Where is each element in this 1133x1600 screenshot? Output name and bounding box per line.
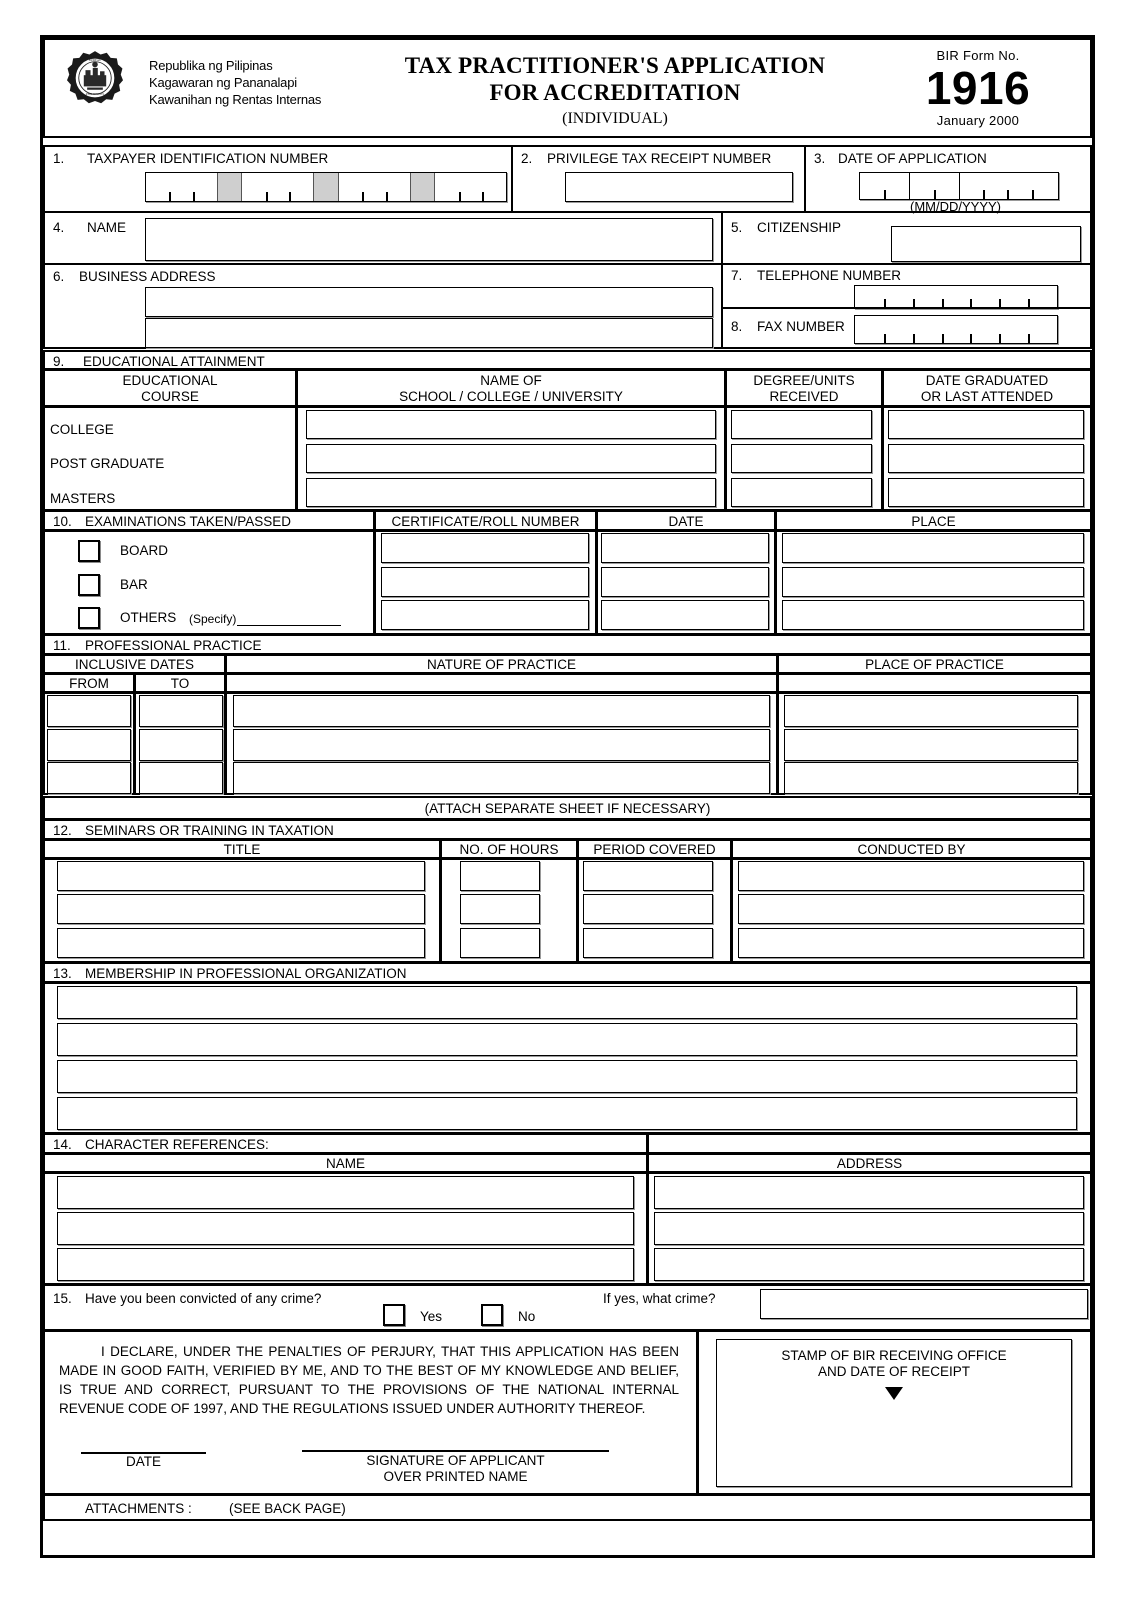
practice-col-to-header: TO bbox=[134, 673, 226, 693]
tin-input[interactable] bbox=[145, 172, 507, 202]
education-col-degree-line1: DEGREE/UNITS bbox=[753, 373, 855, 388]
section-seminars-number: 12. bbox=[53, 823, 72, 838]
conviction-question: Have you been convicted of any crime? bbox=[85, 1291, 322, 1306]
exams-row-2-date-input[interactable] bbox=[601, 600, 769, 630]
citizenship-input[interactable] bbox=[891, 226, 1081, 262]
seminars-row-2-period-input[interactable] bbox=[583, 928, 713, 958]
section-conviction bbox=[43, 1284, 1092, 1331]
declaration-signature-line[interactable] bbox=[302, 1450, 609, 1452]
stamp-label-line-2: AND DATE OF RECEIPT bbox=[817, 1363, 970, 1379]
attachments-label: ATTACHMENTS : bbox=[85, 1501, 192, 1516]
membership-row-2-input[interactable] bbox=[57, 1060, 1077, 1093]
exams-row-2-cert-input[interactable] bbox=[381, 600, 589, 630]
field-telephone-block bbox=[721, 263, 1092, 309]
form-number-label: BIR Form No. bbox=[936, 48, 1020, 63]
section-education-header bbox=[43, 350, 1092, 370]
field-ptr-number: 2. bbox=[521, 151, 533, 166]
stamp-label-line-1: STAMP OF BIR RECEIVING OFFICE bbox=[781, 1348, 1007, 1363]
practice-row-2-to-input[interactable] bbox=[139, 762, 223, 794]
education-course-column bbox=[43, 406, 297, 511]
exams-row-1-cert-input[interactable] bbox=[381, 567, 589, 597]
date-of-application-input[interactable] bbox=[859, 172, 1059, 200]
field-business-address-block bbox=[43, 263, 723, 349]
field-fax-number: 8. bbox=[731, 319, 743, 334]
business-address-line-2-input[interactable] bbox=[145, 318, 713, 348]
practice-col-from-header: FROM bbox=[43, 673, 135, 693]
education-col-date-header bbox=[882, 369, 1092, 407]
field-citizenship-number: 5. bbox=[731, 220, 743, 235]
form-subtitle: (INDIVIDUAL) bbox=[562, 110, 668, 127]
agency-line-2: Kagawaran ng Pananalapi bbox=[149, 75, 297, 90]
conviction-if-yes-label: If yes, what crime? bbox=[603, 1291, 716, 1306]
agency-line-3: Kawanihan ng Rentas Internas bbox=[149, 92, 322, 107]
exams-bar-label: BAR bbox=[120, 577, 148, 592]
education-row-0-date-input[interactable] bbox=[888, 410, 1084, 439]
education-col-school-header bbox=[296, 369, 726, 407]
conviction-no-checkbox[interactable] bbox=[481, 1304, 503, 1326]
form-number-block bbox=[888, 48, 1068, 128]
seminars-row-1-conducted-input[interactable] bbox=[738, 894, 1084, 924]
membership-row-1-input[interactable] bbox=[57, 1023, 1077, 1056]
svg-text:BUREAU: BUREAU bbox=[88, 58, 102, 63]
field-address-label: BUSINESS ADDRESS bbox=[79, 269, 216, 284]
seminars-row-1-title-input[interactable] bbox=[57, 894, 425, 924]
education-col-course-header bbox=[43, 369, 297, 407]
section-references-label: CHARACTER REFERENCES: bbox=[85, 1137, 269, 1152]
section-conviction-number: 15. bbox=[53, 1291, 72, 1306]
exams-row-0-place-input[interactable] bbox=[782, 533, 1084, 563]
form-title bbox=[345, 52, 885, 106]
education-row-0-degree-input[interactable] bbox=[731, 410, 872, 439]
education-row-2-school-input[interactable] bbox=[306, 478, 716, 507]
section-education-number: 9. bbox=[53, 354, 65, 369]
field-tin-block bbox=[43, 145, 513, 213]
exams-bar-checkbox[interactable] bbox=[78, 574, 100, 596]
conviction-yes-label: Yes bbox=[420, 1309, 443, 1324]
section-seminars-header bbox=[43, 819, 1092, 840]
practice-row-2-from-input[interactable] bbox=[47, 762, 131, 794]
seminars-row-0-title-input[interactable] bbox=[57, 861, 425, 891]
exams-col-date-header: DATE bbox=[596, 510, 776, 531]
section-practice-number: 11. bbox=[53, 638, 71, 653]
seminars-col-title-header: TITLE bbox=[43, 839, 441, 859]
references-col-name-header: NAME bbox=[43, 1153, 648, 1173]
section-references-header bbox=[43, 1133, 648, 1154]
seminars-row-0-conducted-input[interactable] bbox=[738, 861, 1084, 891]
education-row-1-school-input[interactable] bbox=[306, 444, 716, 473]
practice-row-1-from-input[interactable] bbox=[47, 729, 131, 761]
practice-attach-note: (ATTACH SEPARATE SHEET IF NECESSARY) bbox=[43, 796, 1092, 820]
exams-board-label: BOARD bbox=[120, 543, 169, 558]
stamp-receiving-office-box[interactable] bbox=[716, 1339, 1072, 1487]
field-citizenship-block bbox=[721, 211, 1092, 265]
seminars-row-2-conducted-input[interactable] bbox=[738, 928, 1084, 958]
exams-row-0-date-input[interactable] bbox=[601, 533, 769, 563]
education-row-1-date-input[interactable] bbox=[888, 444, 1084, 473]
exams-checkbox-column bbox=[43, 530, 375, 635]
section-exams-number: 10. bbox=[53, 514, 72, 529]
telephone-number-input[interactable] bbox=[854, 285, 1058, 309]
section-membership-header bbox=[43, 962, 1092, 983]
practice-col-place-header: PLACE OF PRACTICE bbox=[777, 654, 1092, 674]
practice-row-1-to-input[interactable] bbox=[139, 729, 223, 761]
declaration-signature-label-1: SIGNATURE OF APPLICANT bbox=[366, 1453, 545, 1468]
exams-others-label: OTHERS bbox=[120, 610, 177, 625]
field-telephone-number: 7. bbox=[731, 268, 743, 283]
form-title-line-2: FOR ACCREDITATION bbox=[489, 80, 741, 105]
attachments-note: (SEE BACK PAGE) bbox=[229, 1501, 346, 1516]
bir-seal-icon bbox=[67, 50, 123, 106]
references-col-address-header: ADDRESS bbox=[647, 1153, 1092, 1173]
education-row-0-course: COLLEGE bbox=[50, 422, 114, 437]
field-address-number: 6. bbox=[53, 269, 65, 284]
field-date-application-block bbox=[804, 145, 1092, 213]
declaration-signature-label-2: OVER PRINTED NAME bbox=[383, 1469, 528, 1484]
field-ptr-block bbox=[511, 145, 806, 213]
exams-others-specify-label: (Specify) bbox=[189, 612, 237, 626]
seminars-row-0-period-input[interactable] bbox=[583, 861, 713, 891]
education-col-date-line1: DATE GRADUATED bbox=[925, 373, 1049, 388]
field-date-label: DATE OF APPLICATION bbox=[838, 151, 987, 166]
fax-number-input[interactable] bbox=[854, 315, 1058, 344]
membership-row-0-input[interactable] bbox=[57, 986, 1077, 1019]
section-practice-label: PROFESSIONAL PRACTICE bbox=[85, 638, 262, 653]
ptr-number-input[interactable] bbox=[565, 172, 793, 202]
seminars-row-1-period-input[interactable] bbox=[583, 894, 713, 924]
field-tin-number: 1. bbox=[53, 151, 65, 166]
exams-row-1-place-input[interactable] bbox=[782, 567, 1084, 597]
education-row-0-school-input[interactable] bbox=[306, 410, 716, 439]
seminars-col-hours-header: NO. OF HOURS bbox=[440, 839, 578, 859]
seminars-row-2-hours-input[interactable] bbox=[460, 928, 540, 958]
membership-row-3-input[interactable] bbox=[57, 1097, 1077, 1130]
education-col-course-line1: EDUCATIONAL bbox=[122, 373, 218, 388]
declaration-text: I DECLARE, UNDER THE PENALTIES OF PERJURY, THAT THIS APPLICATION HAS BEEN MADE IN GOOD FAITH, VERIFIED BY ME, AND TO THE BEST OF MY KNOWLEDGE AND BELIEF, IS TRUE AND CORRECT, PURSUANT TO THE PROVISIONS OF THE NATIONAL INTERNAL REVENUE CODE OF 1997, AND THE REGULATIONS ISSUED UNDER AUTHORITY THEREOF. bbox=[59, 1344, 679, 1416]
education-row-1-degree-input[interactable] bbox=[731, 444, 872, 473]
exams-col-place-header: PLACE bbox=[775, 510, 1092, 531]
seminars-row-0-hours-input[interactable] bbox=[460, 861, 540, 891]
education-col-degree-line2: RECEIVED bbox=[769, 388, 839, 404]
seminars-row-1-hours-input[interactable] bbox=[460, 894, 540, 924]
field-telephone-label: TELEPHONE NUMBER bbox=[757, 268, 902, 283]
conviction-yes-checkbox[interactable] bbox=[383, 1304, 405, 1326]
education-row-2-course: MASTERS bbox=[50, 491, 116, 506]
practice-row-0-from-input[interactable] bbox=[47, 695, 131, 727]
section-education-label: EDUCATIONAL ATTAINMENT bbox=[83, 354, 265, 369]
conviction-no-label: No bbox=[518, 1309, 536, 1324]
practice-row-1-place-input[interactable] bbox=[784, 729, 1078, 761]
stamp-outer-block bbox=[697, 1330, 1092, 1495]
education-row-2-degree-input[interactable] bbox=[731, 478, 872, 507]
practice-place-subheader-spacer bbox=[777, 673, 1092, 693]
practice-row-0-place-input[interactable] bbox=[784, 695, 1078, 727]
form-header bbox=[43, 38, 1092, 138]
field-tin-label: TAXPAYER IDENTIFICATION NUMBER bbox=[87, 151, 329, 166]
education-col-school-line2: SCHOOL / COLLEGE / UNIVERSITY bbox=[399, 388, 623, 404]
agency-line-1: Republika ng Pilipinas bbox=[149, 58, 273, 73]
section-references-number: 14. bbox=[53, 1137, 72, 1152]
seminars-col-conducted-header: CONDUCTED BY bbox=[731, 839, 1092, 859]
section-exams-label: EXAMINATIONS TAKEN/PASSED bbox=[85, 514, 292, 529]
references-row-1-address-input[interactable] bbox=[654, 1212, 1084, 1245]
practice-row-1-nature-input[interactable] bbox=[233, 729, 770, 761]
references-row-0-name-input[interactable] bbox=[57, 1176, 634, 1209]
date-format-hint: (MM/DD/YYYY) bbox=[910, 199, 1001, 214]
references-row-0-address-input[interactable] bbox=[654, 1176, 1084, 1209]
field-ptr-label: PRIVILEGE TAX RECEIPT NUMBER bbox=[547, 151, 772, 166]
svg-text:PHILIPPINES: PHILIPPINES bbox=[85, 91, 105, 96]
down-triangle-icon bbox=[885, 1387, 903, 1400]
exams-row-2-place-input[interactable] bbox=[782, 600, 1084, 630]
name-input[interactable] bbox=[145, 218, 713, 261]
section-seminars-label: SEMINARS OR TRAINING IN TAXATION bbox=[85, 823, 334, 838]
education-row-2-date-input[interactable] bbox=[888, 478, 1084, 507]
field-name-block bbox=[43, 211, 723, 265]
section-membership-label: MEMBERSHIP IN PROFESSIONAL ORGANIZATION bbox=[85, 966, 407, 981]
section-practice-header bbox=[43, 634, 1092, 655]
practice-row-2-place-input[interactable] bbox=[784, 762, 1078, 794]
field-date-number: 3. bbox=[814, 151, 826, 166]
conviction-crime-input[interactable] bbox=[760, 1289, 1088, 1319]
declaration-block bbox=[43, 1330, 698, 1495]
practice-row-0-to-input[interactable] bbox=[139, 695, 223, 727]
field-name-number: 4. bbox=[53, 220, 65, 235]
exams-others-specify-input[interactable] bbox=[237, 611, 341, 626]
form-revision-date: January 2000 bbox=[936, 113, 1020, 128]
section-exams-header bbox=[43, 510, 375, 531]
education-col-degree-header bbox=[725, 369, 883, 407]
practice-row-2-nature-input[interactable] bbox=[233, 762, 770, 794]
practice-nature-subheader-spacer bbox=[225, 673, 778, 693]
form-title-line-1: TAX PRACTITIONER'S APPLICATION bbox=[404, 53, 826, 78]
agency-name-block bbox=[149, 57, 321, 108]
references-row-1-name-input[interactable] bbox=[57, 1212, 634, 1245]
exams-col-cert-header: CERTIFICATE/ROLL NUMBER bbox=[374, 510, 597, 531]
exams-row-1-date-input[interactable] bbox=[601, 567, 769, 597]
form-number-value: 1916 bbox=[925, 62, 1031, 114]
references-row-2-name-input[interactable] bbox=[57, 1248, 634, 1281]
practice-col-nature-header: NATURE OF PRACTICE bbox=[225, 654, 778, 674]
practice-col-inclusive-header: INCLUSIVE DATES bbox=[43, 654, 226, 674]
footer-attachments bbox=[43, 1494, 1092, 1521]
education-col-school-line1: NAME OF bbox=[480, 373, 542, 388]
education-row-1-course: POST GRADUATE bbox=[50, 456, 165, 471]
section-membership-number: 13. bbox=[53, 966, 72, 981]
education-col-course-line2: COURSE bbox=[141, 388, 199, 404]
practice-row-0-nature-input[interactable] bbox=[233, 695, 770, 727]
exams-others-checkbox[interactable] bbox=[78, 607, 100, 629]
education-col-date-line2: OR LAST ATTENDED bbox=[920, 388, 1054, 404]
field-fax-block bbox=[721, 307, 1092, 349]
field-name-label: NAME bbox=[87, 220, 127, 235]
declaration-date-label: DATE bbox=[125, 1454, 161, 1469]
exams-row-0-cert-input[interactable] bbox=[381, 533, 589, 563]
references-row-2-address-input[interactable] bbox=[654, 1248, 1084, 1281]
business-address-line-1-input[interactable] bbox=[145, 287, 713, 317]
seminars-row-2-title-input[interactable] bbox=[57, 928, 425, 958]
field-citizenship-label: CITIZENSHIP bbox=[757, 220, 842, 235]
seminars-col-period-header: PERIOD COVERED bbox=[577, 839, 732, 859]
field-fax-label: FAX NUMBER bbox=[757, 319, 845, 334]
references-header-right-spacer bbox=[647, 1133, 1092, 1154]
exams-board-checkbox[interactable] bbox=[78, 540, 100, 562]
